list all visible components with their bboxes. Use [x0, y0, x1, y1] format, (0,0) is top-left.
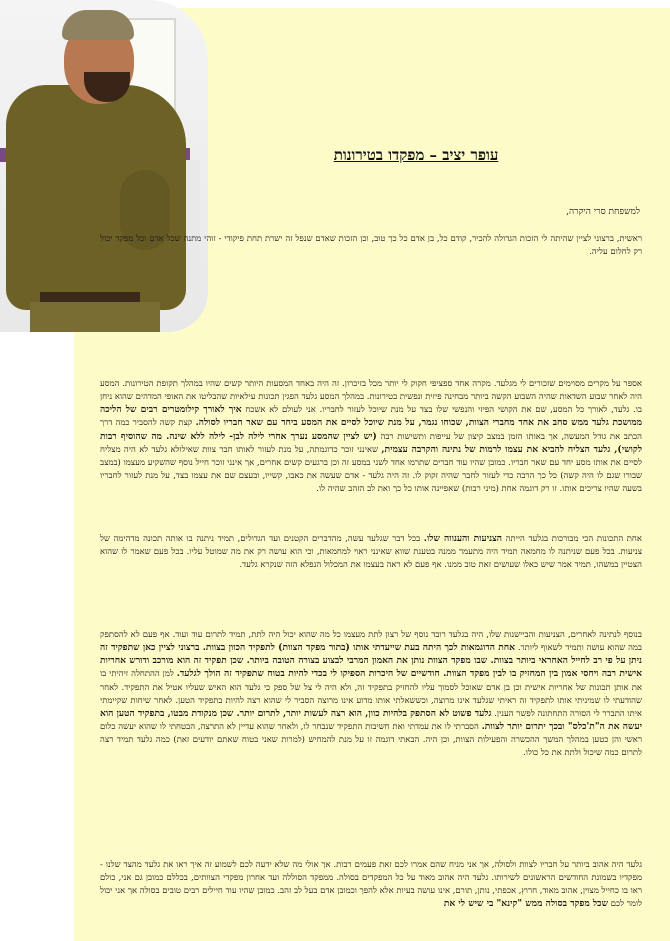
letter-paragraph-1: [100, 232, 642, 258]
text-run: ראשית, ברצוני לציין שהיתה לי הזכות הגדולה להכיר, קודם כל, בן אדם כל כך טוב, וכן הזכות שאדם שנפל זה ישרת תחת פיקודי - זוהי מתנה שכל אדם וכל מפקד יכול רק לחלום עליה.: [100, 233, 642, 257]
bold-text-run: גלעד פשוט לא הסתפק בלהיות כוון, הוא רצה לעשות יותר, לתרום יותר. שכן מנקודת מבטו, בתפקיד הטען הוא יעשה את ה"ת'כלס" ובכך יתרום יותר לצוות.: [100, 707, 642, 733]
letter-paragraph-4: [100, 628, 642, 760]
soldier-photo: [0, 0, 208, 332]
bold-text-run: הצניעות והענווה שלו.: [423, 533, 503, 544]
text-run: למן ההתחלה זיהיתי בו את אותן תכונות של אחריות אישית וכן בן אדם שאוכל לסמוך עליו להחזיק בתפקיד זה, ולא היה לי צל של ספק כי גלעד הוא האיש שעליו אטיל את התפקיד. לאחר שהודעתי לו שמיניתי אותו לתפקיד זה ראיתי שגלעד אינו מרוצה, וכששאלתי אותו מדוע אינו מרוצה הסביר לי שהוא רצה להיות בתפקיד הטען. לאחר שיחות שקיימתי איתו התברר לי הסורה התחתונה לפשר הענין.: [100, 668, 642, 718]
text-run: הסברתי לו את עמדתי ואת חשיבות התפקיד שנבחר לו, ולאחר שהוא עדיין לא התרצה, הבטחתי לו שהוא יעשה כלום ראשי והן כטען במהלך המשך ההכשרה והפעילות הצוות, וכן היה. הבאתי דוגמה זו על מנת להמחיש (למרות שאני בטוח שאתם יודעים זאת) כמה גלעד תמיד רצה לתרום כמה שיכול ולתת את כל כולו.: [100, 721, 642, 758]
text-run: קצת קשה להסביר כמה דרך הכתב את גודל המעשה, אך באותו הזמן במצב קיצון של עייפות ותשישות רבה: [100, 417, 642, 441]
letter-salutation: למשפחת סרי היקרה,: [566, 207, 640, 217]
text-run: גלעד היה אהוב ביותר על חבריו לצוות ולסולה, אך אני מניח שהם אמרו לכם זאת פעמים רבות. אך אולי מה שלא ידעה לכם לשמוע זה איך ראו את גלעד מהצד שלנו - מפקדיו בשמונת החודשים הראשונים לשירותו. גלעד היה אהוב מאוד על כל המפקדים בסולה. ממפקד הסוללה ועד אחרון מפקדי הצוותים, בכללם כמובן גם אני, כולם ראו בו כחייל מצוין, אהוב מאוד, חרוץ, אכפתי, נותן, תורם, אינו עושה בעיות אלא להפך וכמובן אדם בעל לב זהב. כמובן שהיו עוד חיילים רבים טובים בסולה אך אני יכול לומר לכם: [100, 859, 642, 909]
bold-text-run: שכל מפקד בסולה ממש "קינא" בי שיש לי את: [443, 898, 609, 910]
letter-paragraph-2: [100, 377, 642, 495]
letter-title: עופר יציב – מפקדו בטירונות: [333, 146, 499, 164]
photo-belt: [40, 292, 140, 302]
text-run: אספר על מקרים מסוימים שזכורים לי מגלעד. מקרה אחד ספציפי חקוק לי יותר מכל בזיכרון. זה היה באחד המסעות היותר קשים שהיו במהלך תקופת הטירונות. המסע היה לאחר שבוע השדאות שהיה השבוע הקשה ביותר מבחינה פיזית ונפשית בטירונות. במהלך המסע גלעד הפגין תכונות עילאיות שהבליטו את האופי המדהים שהוא ניחן בו. גלעד, לאורך כל המסע, שם את הקושי הפיזי והנפשי שלו בצד על מנת שיוכל לעזור לחבריו. אני לעולם לא אשכח: [100, 378, 642, 415]
bold-text-run: (יש לציין שהמסע נערך אחרי לילה לבן- לילה ללא שינה. מה שהוסיף רבות לקושי), גלעד הצליח להביא את עצמו לרמות של נתינה והקרבה עצמית,: [100, 430, 642, 455]
photo-pants: [30, 302, 160, 332]
letter-paragraph-3: [100, 532, 642, 571]
text-run: אחת התכונות הכי מבורכות בגלעד הייתה: [502, 533, 642, 543]
bold-text-run: איך לאורך קילומטרים רבים של הליכה ממושכת גלעד ממש סחב את אחד מחברי הצוות, שכוחו נגמר, על מנת שיוכל לסיים את המסע ביחד עם שאר חבריו לסולה.: [100, 404, 643, 429]
text-run: בכל דבר שגלעד עשה, מהדברים הקטנים ועד הגדולים, תמיד ניתנה בו אותה תכונה מדהימה של צניעות. בכל פעם שניתנה לו מחמאה תמיד היה מתעמר ממנה בטענת שווא שאינני ראוי למחמאות, וכי הוא עושה רק את מה שמוטל עליו. בכל פעם שאמר לו שהוא הצטיין במשהו, תמיד אמר שיש כאלו שעושים זאת טוב ממנו. אף פעם לא ראה בעצמו את המכלול הנפלא הזה שנקרא גלעד.: [100, 533, 642, 570]
text-run: בנוסף לנתינה לאחרים, הצניעות והביישנות שלו, היה בגלעד רובד נוסף של רצון לתת מעצמו כל מה שהוא יכול היה לתת, תמיד לתרום עוד ועוד. אף פעם לא להסתפק במה שהוא עושה ותמיד לשאוף ליותר.: [100, 629, 642, 653]
photo-kippah: [62, 10, 134, 40]
text-run: שאינני זוכר כדוגמתה, על מנת לעזור לאותו חבר צוות שאילולא גלעד לא היה מצליח לסיים את אותו מסע יחד עם שאר חבריו. כמובן שהיו עוד חברים שתרמו אחד לשני במסע זה וכן ברגעים קשים אחרים, אך אינני זוכר חייל נוסף שהשקיע מעצמו (במצב שבורו שגם לו היה קשה) כל כך הרבה כדי לעזור לחבר שהיה זקוק לו. זה היה גלעד - אדם שעשה את כאבו, קשייו, ובעצם שם את עצמו בצד, על מנת לעזור לחבריו בשעה שהיו צריכים אותו. זו רק דוגמה אחת (מיני רבות) שאפיינה אותו כל כך ואת לב הזהב שהיה לו.: [100, 443, 642, 494]
letter-paragraph-5: [100, 858, 642, 911]
bold-text-run: אחת הדוגמאות לכך היתה בעת שייעדתי אותו (בתור מפקד הצוות) לתפקיד הכוון בצוות. ברצוני לציין כאן שתפקיד זה ניתן על פי רב לחייל האחראי ביותר בצוות. שבו מפקד הצוות נותן את האמון המרבי לבצוע בצורה הטובה ביותר. שכן תפקיד זה הוא מורכב ודורש אחריות אישית רבה ויחסי אמון בין המחזיק בו לבין מפקד הצוות. חודשיים של היכרות הספיקו לי בכדי להיות בטוח שתפקיד זה הולך לגלעד.: [100, 642, 642, 680]
